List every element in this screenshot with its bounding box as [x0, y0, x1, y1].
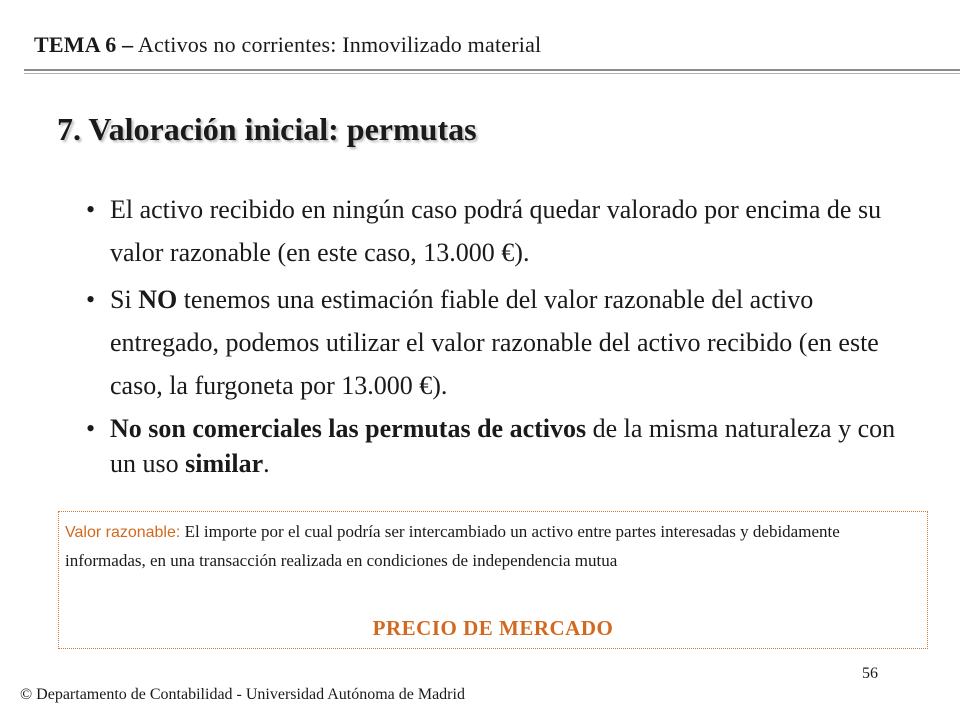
bullet-text-pre: Si	[110, 285, 139, 314]
footer-copyright: © Departamento de Contabilidad - Universidad Autónoma de Madrid	[20, 686, 465, 703]
bullet-item	[86, 278, 906, 407]
header-topic-title: Activos no corrientes: Inmovilizado material	[137, 32, 542, 57]
bullet-icon: •	[86, 414, 96, 443]
bullet-text-mid: de la misma naturaleza y con un uso	[110, 414, 896, 478]
header-topic-number: TEMA 6 –	[34, 32, 134, 57]
bullet-text-post: tenemos una estimación fiable del valor razonable del activo entregado, podemos utilizar el valor razonable del activo recibido (en este caso, la furgoneta por 13.000 €).	[110, 285, 879, 400]
definition-box	[58, 511, 928, 649]
slide-header	[34, 32, 541, 58]
bullet-icon: •	[86, 195, 96, 224]
header-divider	[24, 69, 960, 71]
bullet-item	[86, 188, 906, 274]
bullet-text: El activo recibido en ningún caso podrá quedar valorado por encima de su valor razonable (en este caso, 13.000 €).	[110, 195, 882, 267]
slide-title: 7. Valoración inicial: permutas	[57, 111, 477, 147]
bullet-text-bold: NO	[138, 285, 178, 314]
bullet-text-bold-2: similar	[185, 449, 264, 478]
page-number: 56	[862, 665, 878, 682]
header-divider-thin	[24, 73, 960, 74]
definition-text	[65, 518, 917, 575]
bullet-text-bold: No son comerciales las permutas de activos	[110, 414, 587, 443]
bullet-item	[86, 411, 906, 481]
bullet-text-end: .	[263, 449, 270, 478]
definition-term: Valor razonable:	[65, 524, 181, 541]
definition-highlight: PRECIO DE MERCADO	[372, 616, 614, 640]
definition-body: El importe por el cual podría ser intercambiado un activo entre partes interesadas y debidamente informadas, en una transacción realizada en condiciones de independencia mutua	[65, 522, 840, 570]
bullet-list	[86, 188, 906, 485]
bullet-icon: •	[86, 285, 96, 314]
